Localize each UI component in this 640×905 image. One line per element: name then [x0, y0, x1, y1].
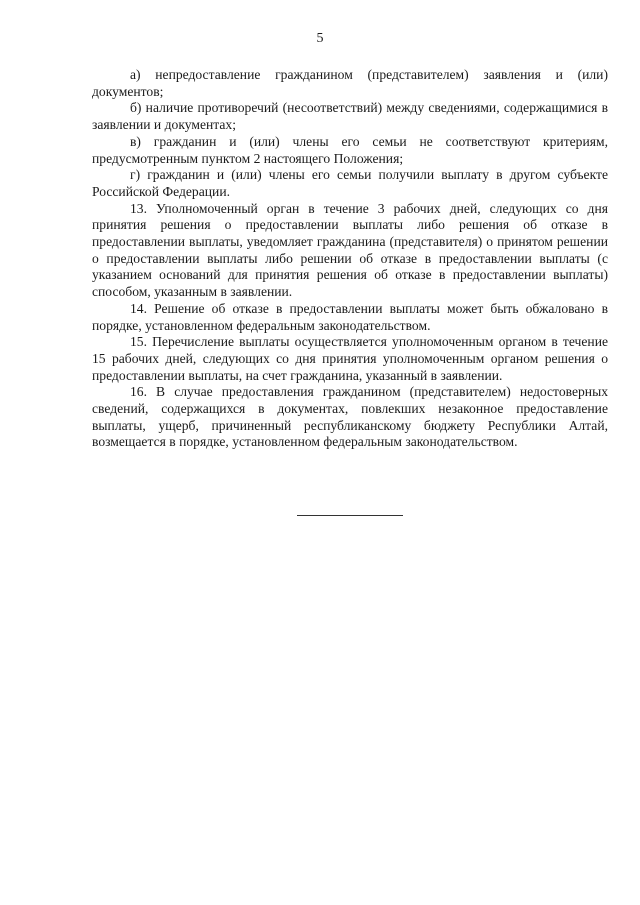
section-15: 15. Перечисление выплаты осуществляется уполномоченным органом в течение 15 рабочих дней, следующих со дня принятия уполномоченным органом решения о предоставлении выплаты, на счет гражданина, указанный в заявлении. [92, 334, 608, 383]
clause-g: г) гражданин и (или) члены его семьи получили выплату в другом субъекте Российской Федерации. [92, 167, 608, 199]
section-13: 13. Уполномоченный орган в течение 3 рабочих дней, следующих со дня принятия решения о предоставлении выплаты либо решения об отказе в предоставлении выплаты, уведомляет гражданина (представителя) о принятом решении о предоставлении выплаты либо решении об отказе в предоставлении выплаты (с указанием оснований для принятия решения об отказе в предоставлении выплаты) способом, указанным в заявлении. [92, 200, 608, 300]
page-number: 5 [316, 31, 324, 46]
end-divider [297, 515, 403, 516]
document-body [92, 67, 608, 451]
clause-a: а) непредоставление гражданином (представителем) заявления и (или) документов; [92, 67, 608, 99]
section-16: 16. В случае предоставления гражданином (представителем) недостоверных сведений, содержащихся в документах, повлекших незаконное предоставление выплаты, ущерб, причиненный республиканскому бюджету Республики Алтай, возмещается в порядке, установленном федеральным законодательством. [92, 384, 608, 450]
clause-v: в) гражданин и (или) члены его семьи не соответствуют критериям, предусмотренным пунктом 2 настоящего Положения; [92, 133, 608, 166]
section-14: 14. Решение об отказе в предоставлении выплаты может быть обжаловано в порядке, установленном федеральным законодательством. [92, 300, 608, 333]
clause-b: б) наличие противоречий (несоответствий) между сведениями, содержащимися в заявлении и документах; [92, 100, 608, 133]
